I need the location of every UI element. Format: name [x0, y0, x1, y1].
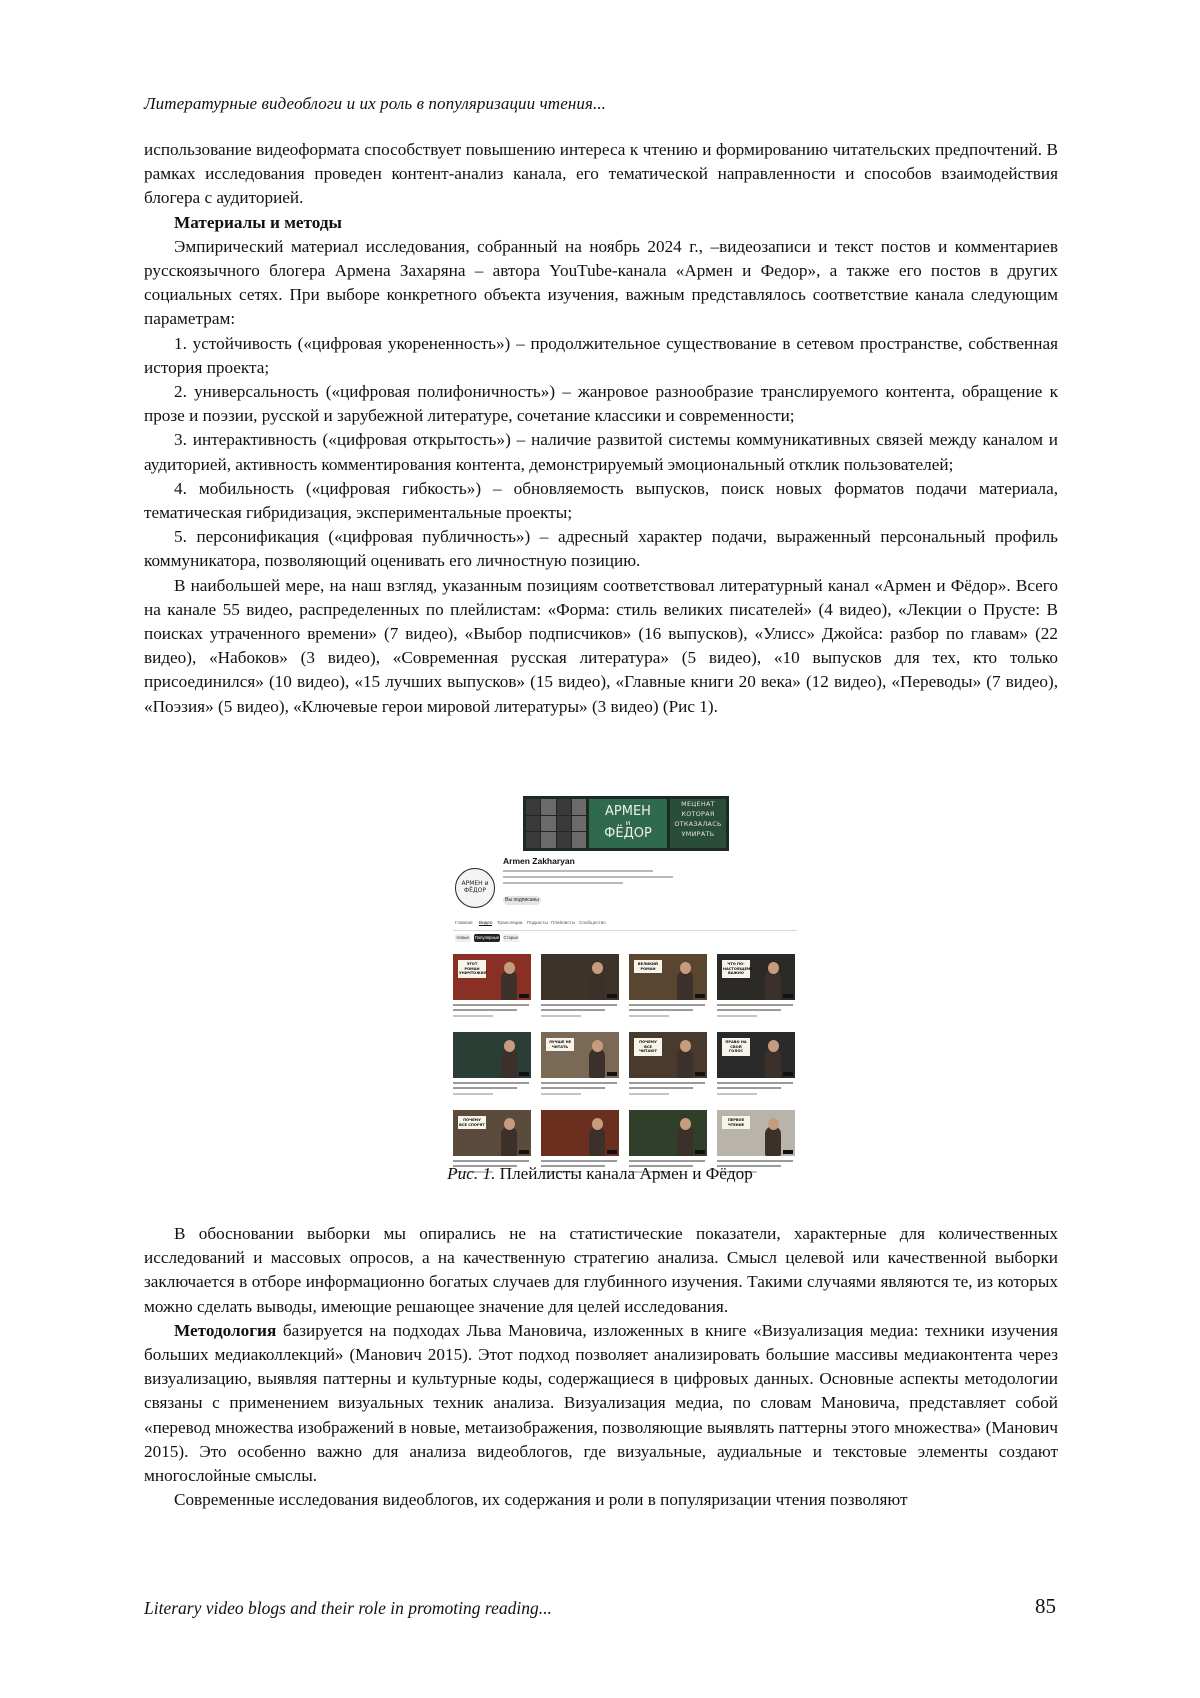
figure-caption — [0, 1164, 1200, 1184]
tab-community[interactable]: Сообщество — [579, 920, 606, 925]
video-meta-line — [717, 1087, 781, 1089]
channel-meta-line — [503, 870, 653, 872]
duration-badge — [607, 994, 617, 998]
chip-popular[interactable]: Популярные — [474, 935, 500, 940]
video-grid — [453, 954, 797, 1180]
thumbnail-title: ПЕРВОЕ ЧТЕНИЕ — [722, 1116, 750, 1129]
video-meta-line — [453, 1004, 529, 1006]
video-thumbnail[interactable] — [717, 1110, 795, 1156]
channel-meta-line — [503, 876, 673, 878]
video-thumbnail[interactable] — [541, 1110, 619, 1156]
video-card[interactable] — [453, 954, 531, 1024]
presenter-figure — [677, 970, 693, 1000]
video-meta-line — [453, 1009, 517, 1011]
paragraph-material: Эмпирический материал исследования, собранный на ноябрь 2024 г., –видеозаписи и текст постов и комментариев русскоязычного блогера Армена Захаряна – автора YouTube-канала «Армен и Федор», а также его постов в других социальных сетях. При выборе конкретного объекта изучения, важным представлялось соответствие канала следующим параметрам: — [144, 236, 1058, 329]
criteria-item: 3. интерактивность («цифровая открытость») – наличие развитой системы коммуникативных связей между каналом и аудиторией, активность комментирования контента, демонстрируемый эмоциональный отклик пользователей; — [144, 430, 1058, 474]
presenter-head — [768, 962, 779, 974]
video-meta-line — [541, 1082, 617, 1084]
video-meta-line — [717, 1093, 757, 1095]
video-meta-line — [717, 1009, 781, 1011]
duration-badge — [783, 1150, 793, 1154]
presenter-head — [768, 1040, 779, 1052]
channel-banner — [523, 796, 729, 851]
video-meta-line — [541, 1087, 605, 1089]
presenter-figure — [765, 1126, 781, 1156]
banner-portraits — [526, 799, 586, 848]
criteria-item: 1. устойчивость («цифровая укорененность») – продолжительное существование в сетевом пространстве, собственная история проекта; — [144, 333, 1058, 377]
video-thumbnail[interactable] — [629, 1032, 707, 1078]
criteria-item: 5. персонификация («цифровая публичность») – адресный характер подачи, выраженный персональный профиль коммуникатора, позволяющий оценивать его личностную позицию. — [144, 527, 1058, 571]
video-meta-line — [453, 1093, 493, 1095]
paragraph-channel: В наибольшей мере, на наш взгляд, указанным позициям соответствовал литературный канал «Армен и Фёдор». Всего на канале 55 видео, распределенных по плейлистам: «Форма: стиль великих писателей» (4 видео), «Лекции о Прусте: В поисках утраченного времени» (7 видео), «Выбор подписчиков» (16 выпусков), «Улисс» Джойса: разбор по главам» (22 видео), «Набоков» (3 видео), «Современная русская литература» (5 видео), «10 выпусков для тех, кто только присоединился» (10 видео), «15 лучших выпусков» (15 видео), «Главные книги 20 века» (12 видео), «Переводы» (7 видео), «Поэзия» (5 видео), «Ключевые герои мировой литературы» (3 видео) (Рис 1). — [144, 575, 1058, 716]
video-meta-line — [717, 1004, 793, 1006]
presenter-head — [592, 962, 603, 974]
paragraph-last: Современные исследования видеоблогов, их содержания и роли в популяризации чтения позволяют — [174, 1490, 908, 1510]
thumbnail-title: ЛУЧШЕ НЕ ЧИТАТЬ — [546, 1038, 574, 1051]
duration-badge — [695, 1150, 705, 1154]
video-meta-line — [453, 1015, 493, 1017]
video-card[interactable] — [717, 1032, 795, 1102]
video-meta-line — [453, 1082, 529, 1084]
duration-badge — [783, 1072, 793, 1076]
tab-podcasts[interactable]: Подкасты — [527, 920, 548, 925]
paragraph-sample: В обосновании выборки мы опирались не на статистические показатели, характерные для количественных исследований и массовых опросов, а на качественную стратегию анализа. Смысл целевой или качественной выборки заключается в отборе информационно богатых случаев для глубинного изучения. Такими случаями являются те, из которых можно сделать выводы, имеющие решающее значение для целей исследования. — [144, 1224, 1058, 1316]
presenter-figure — [501, 1048, 517, 1078]
video-thumbnail[interactable] — [717, 954, 795, 1000]
page-number: 85 — [1035, 1594, 1056, 1618]
presenter-head — [592, 1040, 603, 1052]
video-thumbnail[interactable] — [629, 1110, 707, 1156]
subscribe-button[interactable]: Вы подписаны — [503, 896, 541, 905]
video-meta-line — [717, 1160, 793, 1162]
criteria-item: 4. мобильность («цифровая гибкость») – обновляемость выпусков, поиск новых форматов подачи материала, тематическая гибридизация, экспериментальные проекты; — [144, 478, 1058, 523]
video-meta-line — [541, 1015, 581, 1017]
banner-right-text: МЕЦЕНАТ КОТОРАЯ ОТКАЗАЛАСЬ УМИРАТЬ — [670, 799, 726, 848]
video-meta-line — [541, 1093, 581, 1095]
article-body-bottom — [144, 1222, 1058, 1512]
duration-badge — [607, 1150, 617, 1154]
section-heading-materials: Материалы и методы — [174, 212, 342, 232]
video-meta-line — [717, 1082, 793, 1084]
criteria-item: 2. универсальность («цифровая полифоничность») – жанровое разнообразие транслируемого контента, обращение к прозе и поэзии, русской и зарубежной литературе, сочетание классики и современности; — [144, 382, 1058, 426]
paragraph-methodology — [144, 1319, 1058, 1488]
duration-badge — [695, 994, 705, 998]
channel-avatar: АРМЕН и ФЁДОР — [455, 868, 495, 908]
video-meta-line — [541, 1004, 617, 1006]
presenter-figure — [501, 970, 517, 1000]
tab-playlists[interactable]: Плейлисты — [551, 920, 576, 925]
thumbnail-title: ПОЧЕМУ ВСЕ СПОРЯТ — [458, 1116, 486, 1129]
video-meta-line — [717, 1015, 757, 1017]
video-meta-line — [629, 1004, 705, 1006]
tab-live[interactable]: Трансляции — [497, 920, 523, 925]
duration-badge — [519, 1150, 529, 1154]
channel-tabs — [453, 918, 797, 931]
video-meta-line — [629, 1093, 669, 1095]
video-thumbnail[interactable] — [541, 954, 619, 1000]
duration-badge — [519, 994, 529, 998]
video-card[interactable] — [541, 1032, 619, 1102]
presenter-figure — [677, 1126, 693, 1156]
thumbnail-title: ЧТО ПО-НАСТОЯЩЕМУ ВАЖНО — [722, 960, 750, 978]
video-card[interactable] — [453, 1032, 531, 1102]
running-head: Литературные видеоблоги и их роль в популяризации чтения... — [144, 94, 607, 113]
thumbnail-title: ПОЧЕМУ ВСЕ ЧИТАЮТ — [634, 1038, 662, 1056]
presenter-head — [504, 962, 515, 974]
thumbnail-title: ПРАВО НА СВОЙ ГОЛОС — [722, 1038, 750, 1056]
video-meta-line — [629, 1160, 705, 1162]
duration-badge — [695, 1072, 705, 1076]
presenter-figure — [677, 1048, 693, 1078]
presenter-head — [680, 962, 691, 974]
figure-caption-number: Рис. 1. — [447, 1164, 496, 1183]
channel-header — [453, 856, 797, 948]
banner-title: АРМЕН и ФЁДОР — [589, 799, 667, 848]
video-card[interactable] — [541, 954, 619, 1024]
tab-videos[interactable]: Видео — [479, 920, 493, 925]
presenter-head — [680, 1040, 691, 1052]
video-thumbnail[interactable] — [629, 954, 707, 1000]
duration-badge — [519, 1072, 529, 1076]
video-meta-line — [629, 1082, 705, 1084]
presenter-head — [504, 1040, 515, 1052]
methodology-text: базируется на подходах Льва Мановича, изложенных в книге «Визуализация медиа: техники изучения больших медиаколлекций» (Манович 2015). Этот подход позволяет анализировать большие массивы медиаконтента через визуализацию, выявляя паттерны и культурные коды, содержащиеся в цифровых данных. Основные аспекты методологии связаны с применением визуальных техник анализа. Визуализация медиа, по словам Мановича, представляет собой «перевод множества изображений в новые, метаизображения, позволяющие выявлять паттерны этого множества» (Манович 2015). Это особенно важно для анализа видеоблогов, где визуальные, аудиальные и текстовые элементы создают многослойные смыслы. — [144, 1320, 1058, 1486]
presenter-head — [768, 1118, 779, 1130]
footer-running-title: Literary video blogs and their role in promoting reading... — [144, 1598, 552, 1618]
video-meta-line — [453, 1087, 517, 1089]
channel-meta-line — [503, 882, 623, 884]
figure-caption-text: Плейлисты канала Армен и Фёдор — [499, 1164, 753, 1183]
presenter-head — [680, 1118, 691, 1130]
video-thumbnail[interactable] — [717, 1032, 795, 1078]
presenter-figure — [765, 1048, 781, 1078]
methodology-term: Методология — [174, 1320, 277, 1340]
thumbnail-title: ВЕЛИКИЙ РОМАН — [634, 960, 662, 973]
channel-name: Armen Zakharyan — [503, 856, 575, 866]
chip-old[interactable]: Старые — [503, 935, 519, 940]
presenter-head — [504, 1118, 515, 1130]
presenter-figure — [501, 1126, 517, 1156]
article-body-top — [144, 138, 1058, 719]
video-thumbnail[interactable] — [541, 1032, 619, 1078]
video-meta-line — [629, 1009, 693, 1011]
presenter-head — [592, 1118, 603, 1130]
presenter-figure — [589, 1126, 605, 1156]
video-card[interactable] — [629, 954, 707, 1024]
video-meta-line — [541, 1009, 605, 1011]
duration-badge — [783, 994, 793, 998]
video-thumbnail[interactable] — [453, 1110, 531, 1156]
presenter-figure — [765, 970, 781, 1000]
video-thumbnail[interactable] — [453, 1032, 531, 1078]
video-meta-line — [453, 1160, 529, 1162]
video-card[interactable] — [717, 954, 795, 1024]
video-meta-line — [541, 1160, 617, 1162]
chip-new[interactable]: Новые — [456, 935, 470, 940]
video-thumbnail[interactable] — [453, 954, 531, 1000]
presenter-figure — [589, 1048, 605, 1078]
presenter-figure — [589, 970, 605, 1000]
video-meta-line — [629, 1087, 693, 1089]
tab-home[interactable]: Главная — [455, 920, 473, 925]
video-meta-line — [629, 1015, 669, 1017]
thumbnail-title: ЭТОТ РОМАН УНИЧТОЖИЛ — [458, 960, 486, 978]
duration-badge — [607, 1072, 617, 1076]
paragraph-intro: использование видеоформата способствует повышению интереса к чтению и формированию читательских предпочтений. В рамках исследования проведен контент-анализ канала, его тематической направленности и способов взаимодействия блогера с аудиторией. — [144, 140, 1058, 208]
video-card[interactable] — [629, 1032, 707, 1102]
